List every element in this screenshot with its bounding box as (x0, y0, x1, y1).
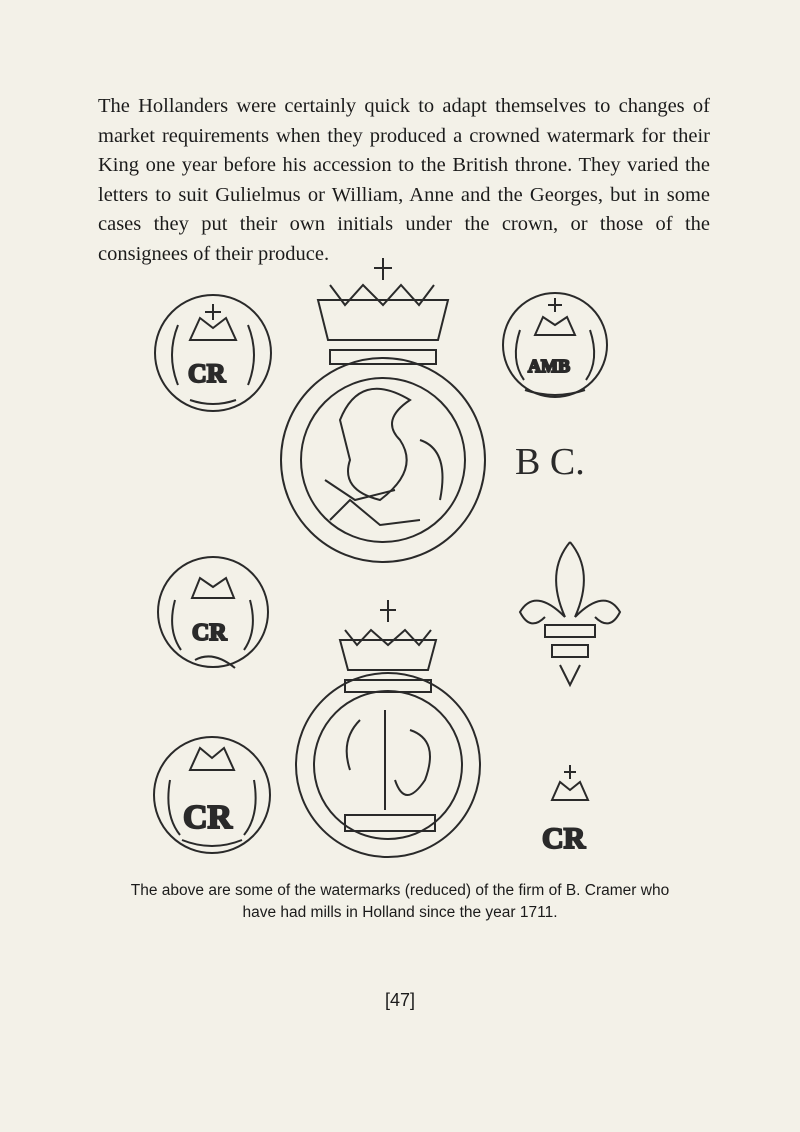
plate-caption: The above are some of the watermarks (reduced) of the firm of B. Cramer who have had mills in Holland since the year 1711. (130, 882, 670, 921)
watermark-fleur-de-lis (520, 542, 620, 685)
watermark-bc-letters: B C. (515, 441, 585, 483)
watermark-bottom-left-initials: CR (183, 799, 233, 836)
page-number: [47] (384, 990, 416, 1010)
watermark-top-right (503, 293, 607, 397)
watermark-top-right-initials: AMB (528, 356, 570, 376)
watermark-bottom-right (542, 765, 588, 855)
watermark-top-left-initials: CR (188, 359, 226, 388)
watermark-top-left (155, 295, 271, 411)
watermark-mid-left (158, 557, 268, 668)
watermark-pro-patria-lower (296, 600, 480, 857)
watermark-bottom-right-initials: CR (542, 822, 586, 855)
watermark-pro-patria-upper (281, 258, 485, 562)
body-paragraph: The Hollanders were certainly quick to adapt themselves to changes of market requirements when they produced a crowned watermark for their King one year before his accession to the British throne. They varied the letters to suit Gulielmus or William, Anne and the Georges, but in some cases they put their own initials under the crown, or those of the consignees of their produce. (98, 95, 710, 265)
watermark-mid-left-initials: CR (192, 620, 227, 646)
watermark-bottom-left (154, 737, 270, 853)
